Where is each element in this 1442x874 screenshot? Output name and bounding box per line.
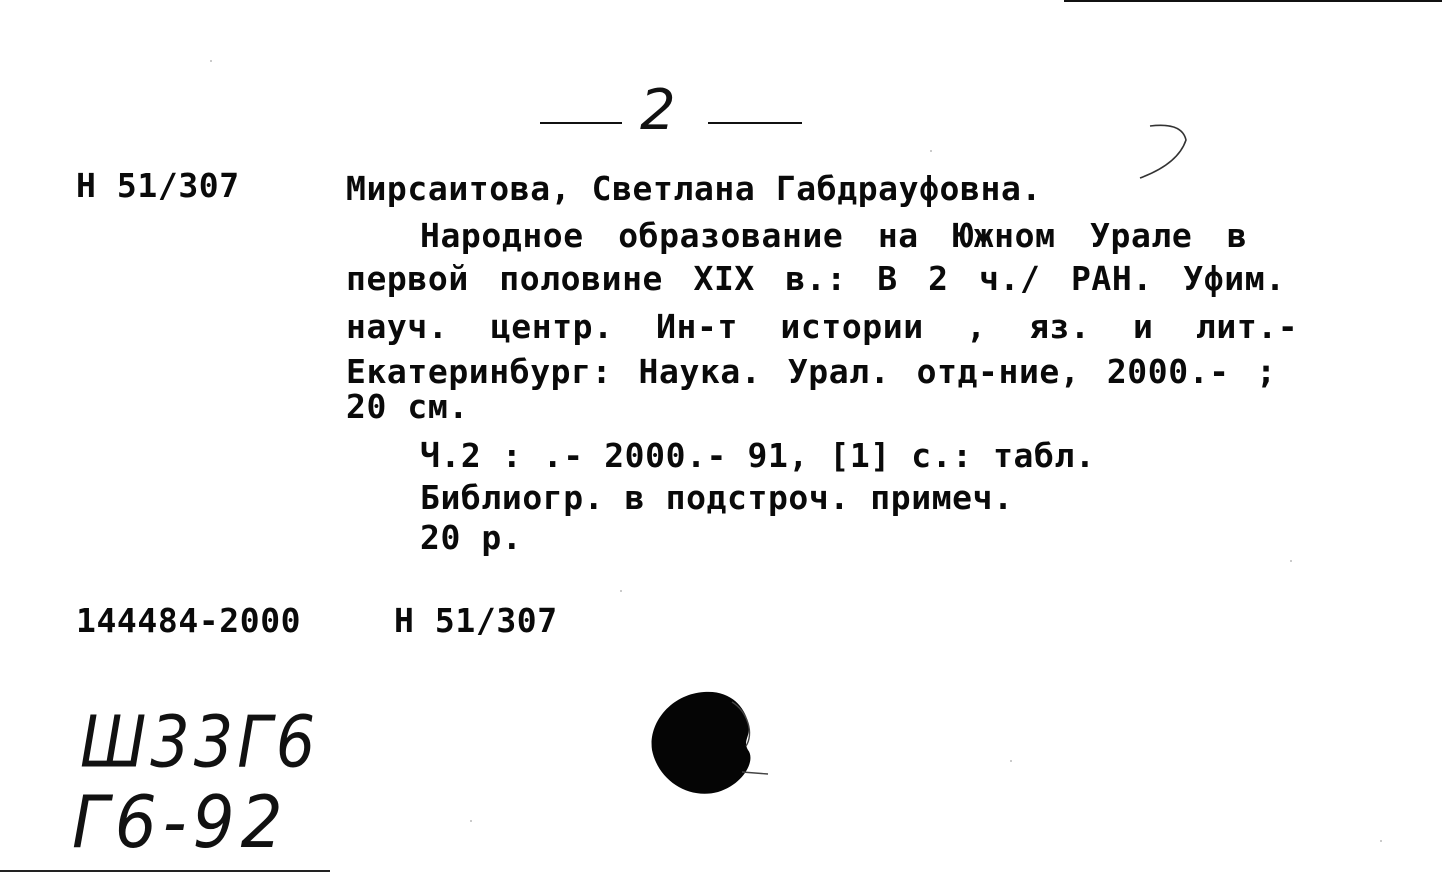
card-bottom-border [0,870,330,872]
publisher-line-1: науч. центр. Ин-т истории , яз. и лит.- [346,307,1299,346]
price-line: 20 р. [420,518,523,557]
author-line: Мирсаитова, Светлана Габдрауфовна. [346,169,1042,208]
page-number: 2 [640,78,676,143]
handwritten-shelf-code: Ш33Г6 [80,700,320,784]
paper-speck [1380,840,1382,842]
punch-hole [648,688,772,800]
pencil-tick-mark [1120,118,1200,190]
page-mark-dash-left [540,122,622,124]
paper-speck [470,820,472,822]
title-line-1: Народное образование на Южном Урале в [420,216,1248,255]
handwritten-class-code: Г6-92 [72,780,289,865]
page-mark-dash-right [708,122,802,124]
publisher-line-2: Екатеринбург: Наука. Урал. отд-ние, 2000.- ; [346,352,1277,391]
title-line-2: первой половине XIX в.: В 2 ч./ РАН. Уфим. [346,259,1286,298]
part-line: Ч.2 : .- 2000.- 91, [1] с.: табл. [420,436,1096,475]
card-top-border [1064,0,1442,2]
inventory-call-number: Н 51/307 [394,601,558,640]
paper-speck [930,150,932,152]
page-number-mark [540,78,802,143]
inventory-number: 144484-2000 [76,601,302,640]
size-line: 20 см. [346,387,469,426]
paper-speck [1010,760,1012,762]
bibliography-note: Библиогр. в подстроч. примеч. [420,478,1014,517]
call-number: Н 51/307 [76,166,240,205]
paper-speck [620,590,622,592]
paper-speck [1290,560,1292,562]
paper-speck [210,60,212,62]
